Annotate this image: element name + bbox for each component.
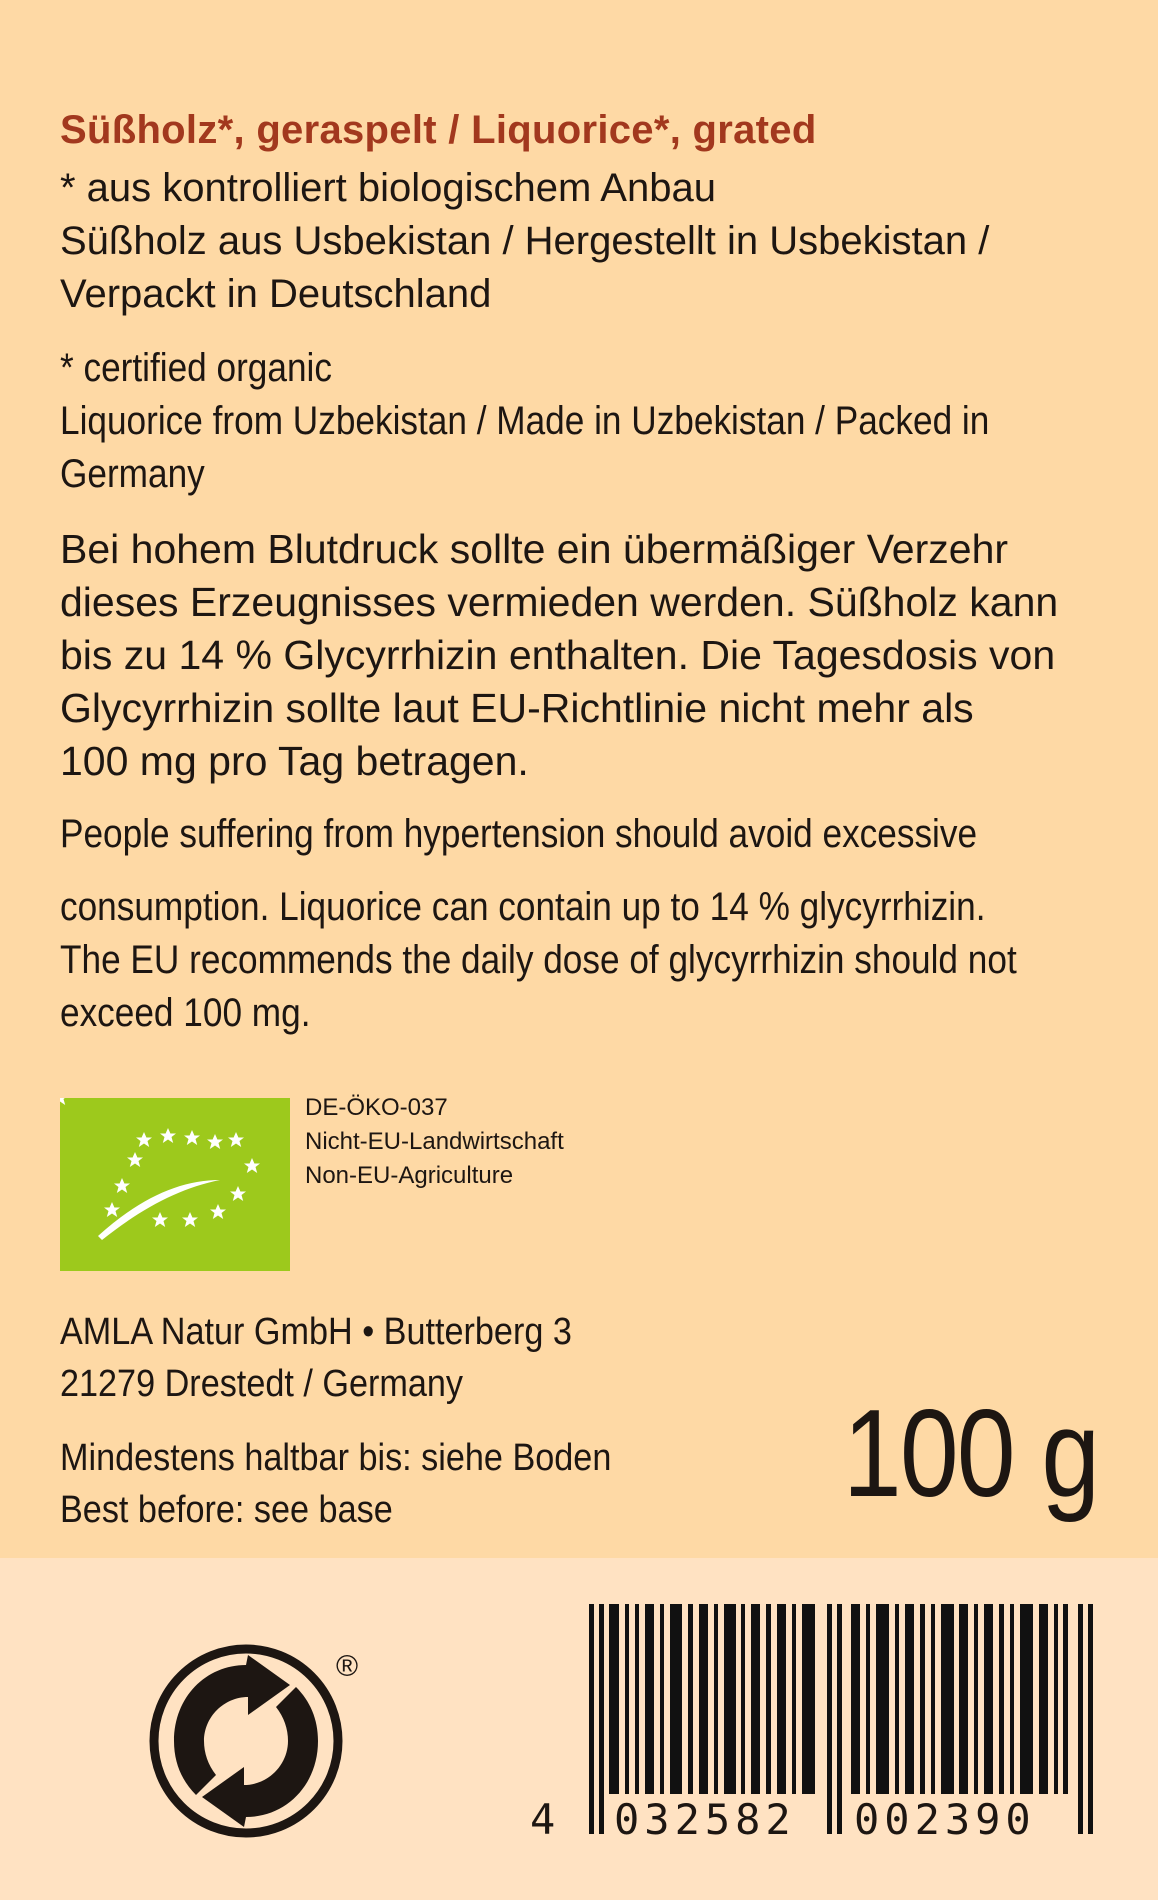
agriculture-origin-de: Nicht-EU-Landwirtschaft bbox=[305, 1128, 564, 1155]
warning-de-line: 100 mg pro Tag betragen. bbox=[60, 738, 529, 784]
best-before-en: Best before: see base bbox=[60, 1489, 393, 1531]
warning-en-line: People suffering from hypertension should avoid excessive bbox=[60, 812, 978, 856]
origin-line-de: Süßholz aus Usbekistan / Hergestellt in Usbekistan / bbox=[60, 219, 990, 263]
warning-de-line: Glycyrrhizin sollte laut EU-Richtlinie nicht mehr als bbox=[60, 685, 974, 731]
net-weight: 100 g bbox=[842, 1385, 1098, 1523]
warning-en-line: consumption. Liquorice can contain up to 14 % glycyrrhizin. bbox=[60, 885, 986, 929]
origin-line-en: Liquorice from Uzbekistan / Made in Uzbekistan / Packed in bbox=[60, 399, 990, 443]
organic-note-de: * aus kontrolliert biologischem Anbau bbox=[60, 166, 716, 210]
best-before-de: Mindestens haltbar bis: siehe Boden bbox=[60, 1437, 612, 1479]
company-city-line: 21279 Drestedt / Germany bbox=[60, 1363, 464, 1405]
warning-en-line: The EU recommends the daily dose of glycyrrhizin should not bbox=[60, 938, 1017, 982]
agriculture-origin-en: Non-EU-Agriculture bbox=[305, 1162, 514, 1189]
product-title: Süßholz*, geraspelt / Liquorice*, grated bbox=[60, 108, 817, 152]
origin-line-en-2: Germany bbox=[60, 452, 205, 496]
registered-mark: ® bbox=[336, 1650, 359, 1683]
eu-organic-leaf-icon bbox=[60, 1098, 290, 1271]
warning-de-line: Bei hohem Blutdruck sollte ein übermäßiger Verzehr bbox=[60, 526, 1009, 572]
barcode-left-digits: 032582 bbox=[614, 1795, 796, 1844]
warning-de-line: bis zu 14 % Glycyrrhizin enthalten. Die Tagesdosis von bbox=[60, 632, 1056, 678]
barcode-right-digits: 002390 bbox=[854, 1795, 1036, 1844]
warning-de-line: dieses Erzeugnisses vermieden werden. Süßholz kann bbox=[60, 579, 1059, 625]
warning-en-line: exceed 100 mg. bbox=[60, 991, 311, 1035]
company-address-line: AMLA Natur GmbH • Butterberg 3 bbox=[60, 1311, 572, 1353]
barcode-first-digit: 4 bbox=[530, 1795, 556, 1844]
packed-line-de: Verpackt in Deutschland bbox=[60, 272, 492, 316]
organic-control-code: DE-ÖKO-037 bbox=[305, 1094, 448, 1121]
organic-note-en: * certified organic bbox=[60, 346, 332, 390]
green-dot-icon bbox=[148, 1643, 344, 1839]
